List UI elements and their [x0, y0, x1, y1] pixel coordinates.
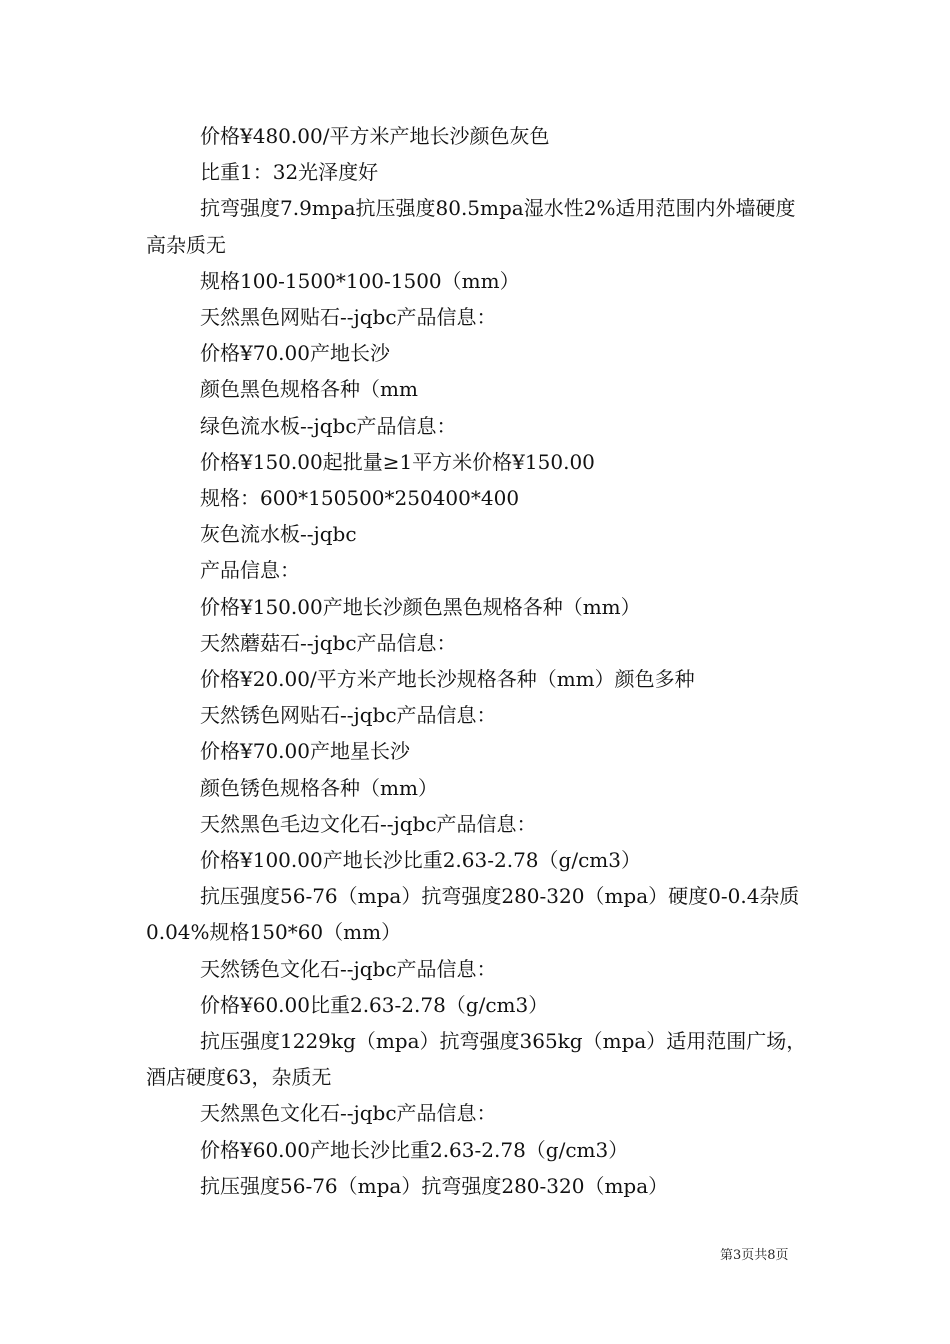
paragraph: 价格¥70.00产地星长沙: [200, 739, 410, 764]
paragraph: 价格¥70.00产地长沙: [200, 341, 390, 366]
paragraph: 颜色锈色规格各种（mm）: [200, 775, 438, 800]
paragraph: 天然黑色文化石--jqbc产品信息：: [200, 1101, 497, 1126]
document-body: [146, 118, 810, 1204]
paragraph: 颜色黑色规格各种（mm: [200, 377, 418, 402]
paragraph: 价格¥20.00/平方米产地长沙规格各种（mm）颜色多种: [200, 667, 695, 692]
paragraph: 产品信息：: [200, 558, 300, 583]
page-number-footer: 第3页共8页: [720, 1248, 789, 1263]
paragraph: 抗压强度56-76（mpa）抗弯强度280-320（mpa）: [200, 1173, 669, 1198]
paragraph: 价格¥60.00产地长沙比重2.63-2.78（g/cm3）: [200, 1137, 629, 1162]
paragraph: 规格：600*150500*250400*400: [200, 486, 520, 511]
paragraph: 价格¥100.00产地长沙比重2.63-2.78（g/cm3）: [200, 848, 641, 873]
paragraph: 价格¥60.00比重2.63-2.78（g/cm3）: [200, 992, 549, 1017]
paragraph: 抗弯强度7.9mpa抗压强度80.5mpa湿水性2%适用范围内外墙硬度高杂质无: [146, 196, 796, 257]
paragraph: 抗压强度56-76（mpa）抗弯强度280-320（mpa）硬度0-0.4杂质0.04%规格150*60（mm）: [146, 884, 800, 945]
paragraph: 价格¥150.00产地长沙颜色黑色规格各种（mm）: [200, 594, 641, 619]
paragraph: 天然黑色网贴石--jqbc产品信息：: [200, 305, 497, 330]
paragraph: 抗压强度1229kg（mpa）抗弯强度365kg（mpa）适用范围广场，酒店硬度63，杂质无: [146, 1029, 807, 1090]
paragraph: 天然锈色网贴石--jqbc产品信息：: [200, 703, 497, 728]
paragraph: 价格¥150.00起批量≥1平方米价格¥150.00: [200, 449, 595, 474]
paragraph: 灰色流水板--jqbc: [200, 522, 357, 547]
paragraph: 规格100-1500*100-1500（mm）: [200, 268, 520, 293]
paragraph: 绿色流水板--jqbc产品信息：: [200, 413, 457, 438]
paragraph: 天然黑色毛边文化石--jqbc产品信息：: [200, 811, 537, 836]
paragraph: 比重1：32光泽度好: [200, 160, 379, 185]
paragraph: 天然锈色文化石--jqbc产品信息：: [200, 956, 497, 981]
paragraph: 价格¥480.00/平方米产地长沙颜色灰色: [200, 124, 550, 148]
paragraph: 天然蘑菇石--jqbc产品信息：: [200, 630, 457, 655]
